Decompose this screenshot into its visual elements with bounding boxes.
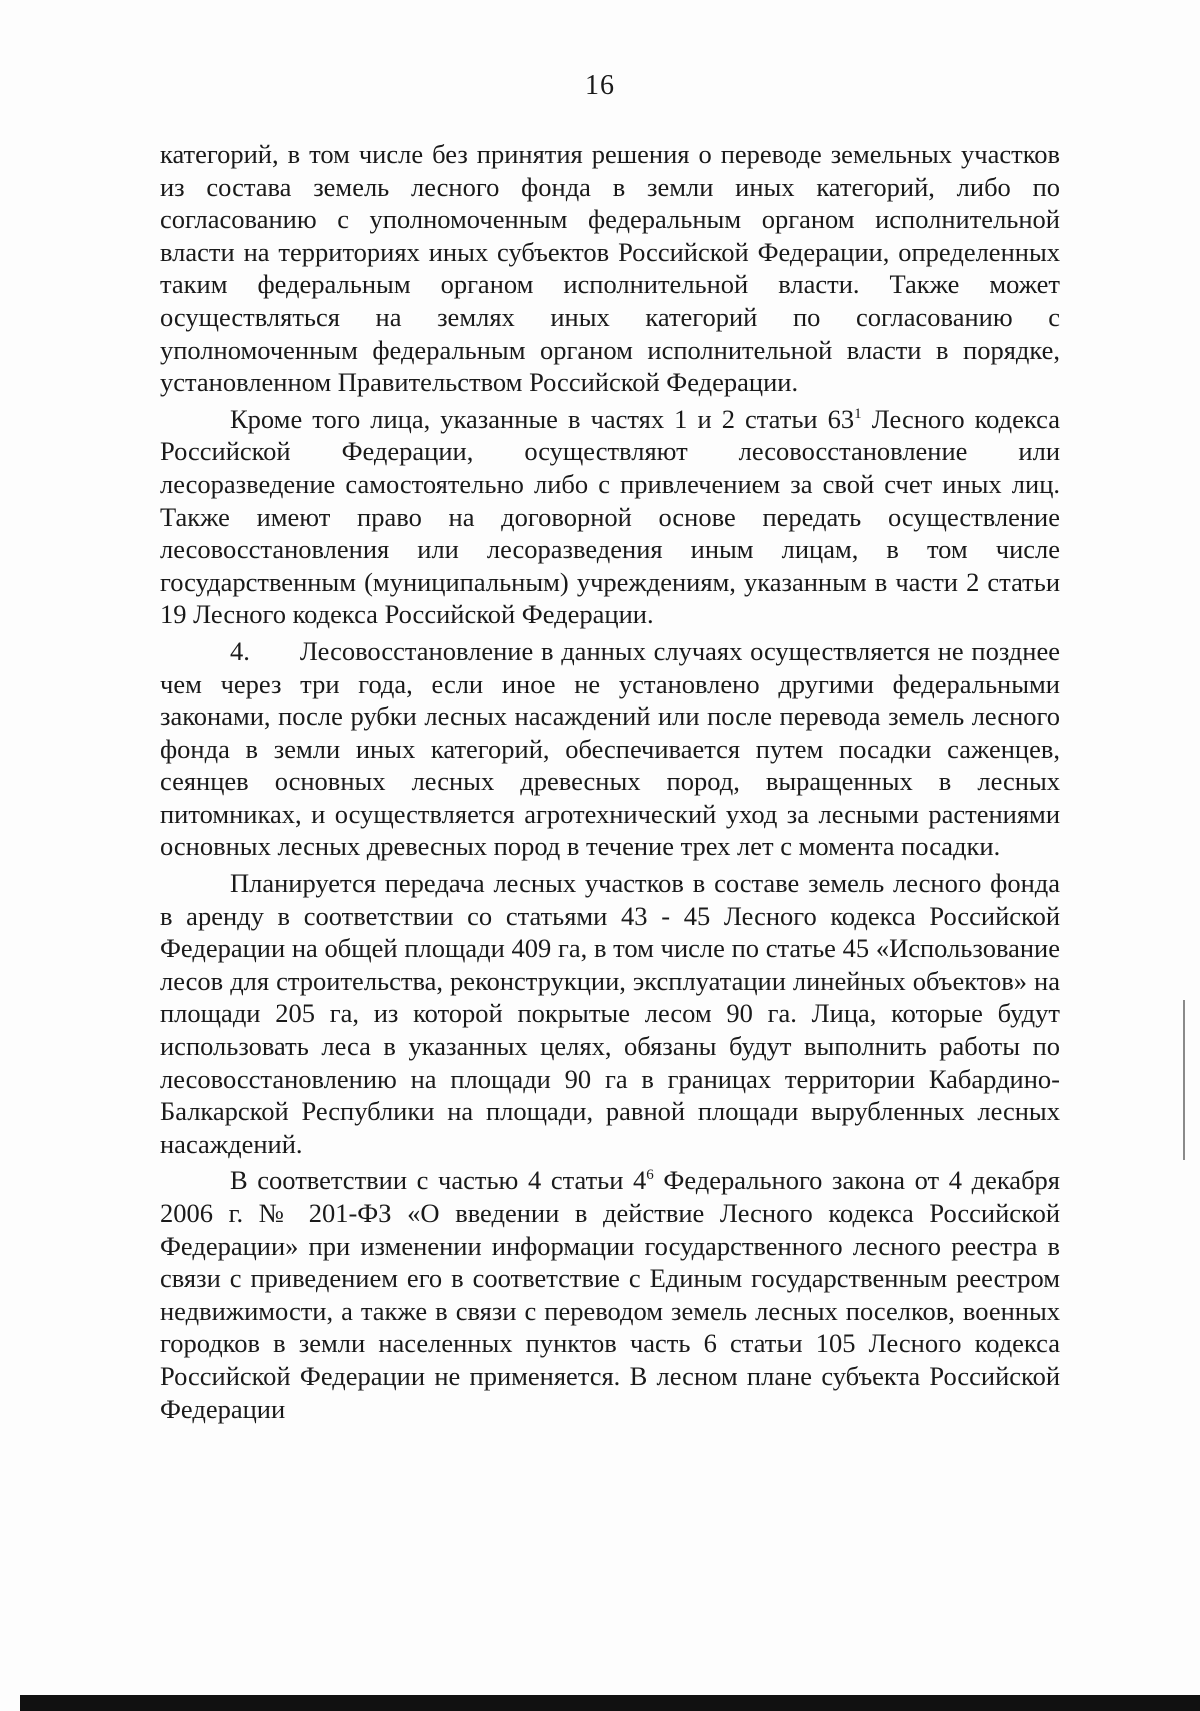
paragraph-2-text-start: Кроме того лица, указанные в частях 1 и 2 статьи 63: [230, 403, 855, 434]
paragraph-2-text-end: Лесного кодекса Российской Федерации, осуществляют лесовосстановление или лесоразведение самостоятельно либо с привлечением за свой счет иных лиц. Также имеют право на договорной основе передать осуществление лесовосстановления или лесоразведения иным лицам, в том числе государственным (муниципальным) учреждениям, указанным в части 2 статьи 19 Лесного кодекса Российской Федерации.: [160, 403, 1060, 630]
paragraph-5: [160, 1164, 1060, 1425]
item-number: 4.: [230, 635, 250, 666]
document-body: [160, 138, 1060, 1429]
scan-bottom-edge: [20, 1695, 1200, 1711]
superscript-6: 6: [646, 1167, 654, 1184]
paragraph-1: категорий, в том числе без принятия решения о переводе земельных участков из состава земель лесного фонда в земли иных категорий, либо по согласованию с уполномоченным федеральным органом исполнительной власти на территориях иных субъектов Российской Федерации, определенных таким федеральным органом исполнительной власти. Также может осуществляться на землях иных категорий по согласованию с уполномоченным федеральным органом исполнительной власти в порядке, установленном Правительством Российской Федерации.: [160, 139, 1060, 398]
paragraph-4: Планируется передача лесных участков в составе земель лесного фонда в аренду в соответствии со статьями 43 - 45 Лесного кодекса Российской Федерации на общей площади 409 га, в том числе по статье 45 «Использование лесов для строительства, реконструкции, эксплуатации линейных объектов» на площади 205 га, из которой покрытые лесом 90 га. Лица, которые будут использовать леса в указанных целях, обязаны будут выполнить работы по лесовосстановлению на площади 90 га в границах территории Кабардино-Балкарской Республики на площади, равной площади вырубленных лесных насаждений.: [160, 868, 1060, 1159]
paragraph-5-text-start: В соответствии с частью 4 статьи 4: [230, 1165, 647, 1196]
paragraph-3: [160, 635, 1060, 863]
page-number: 16: [585, 70, 615, 101]
paragraph-3-text: Лесовосстановление в данных случаях осуществляется не позднее чем через три года, если иное не установлено другими федеральными законами, после рубки лесных насаждений или после перевода земель лесного фонда в земли иных категорий, обеспечивается путем посадки саженцев, сеянцев основных лесных древесных пород, выращенных в лесных питомниках, и осуществляется агротехнический уход за лесными растениями основных лесных древесных пород в течение трех лет с момента посадки.: [160, 635, 1060, 862]
superscript-1: 1: [854, 405, 862, 422]
paragraph-5-text-end: Федерального закона от 4 декабря 2006 г. № 201-ФЗ «О введении в действие Лесного кодекса Российской Федерации» при изменении информации государственного лесного реестра в связи с приведением его в соответствие с Единым государственным реестром недвижимости, а также в связи с переводом земель лесных поселков, военных городков в земли населенных пунктов часть 6 статьи 105 Лесного кодекса Российской Федерации не применяется. В лесном плане субъекта Российской Федерации: [160, 1165, 1060, 1424]
paragraph-2: [160, 403, 1060, 631]
scan-artifact-line: [1183, 1000, 1185, 1160]
